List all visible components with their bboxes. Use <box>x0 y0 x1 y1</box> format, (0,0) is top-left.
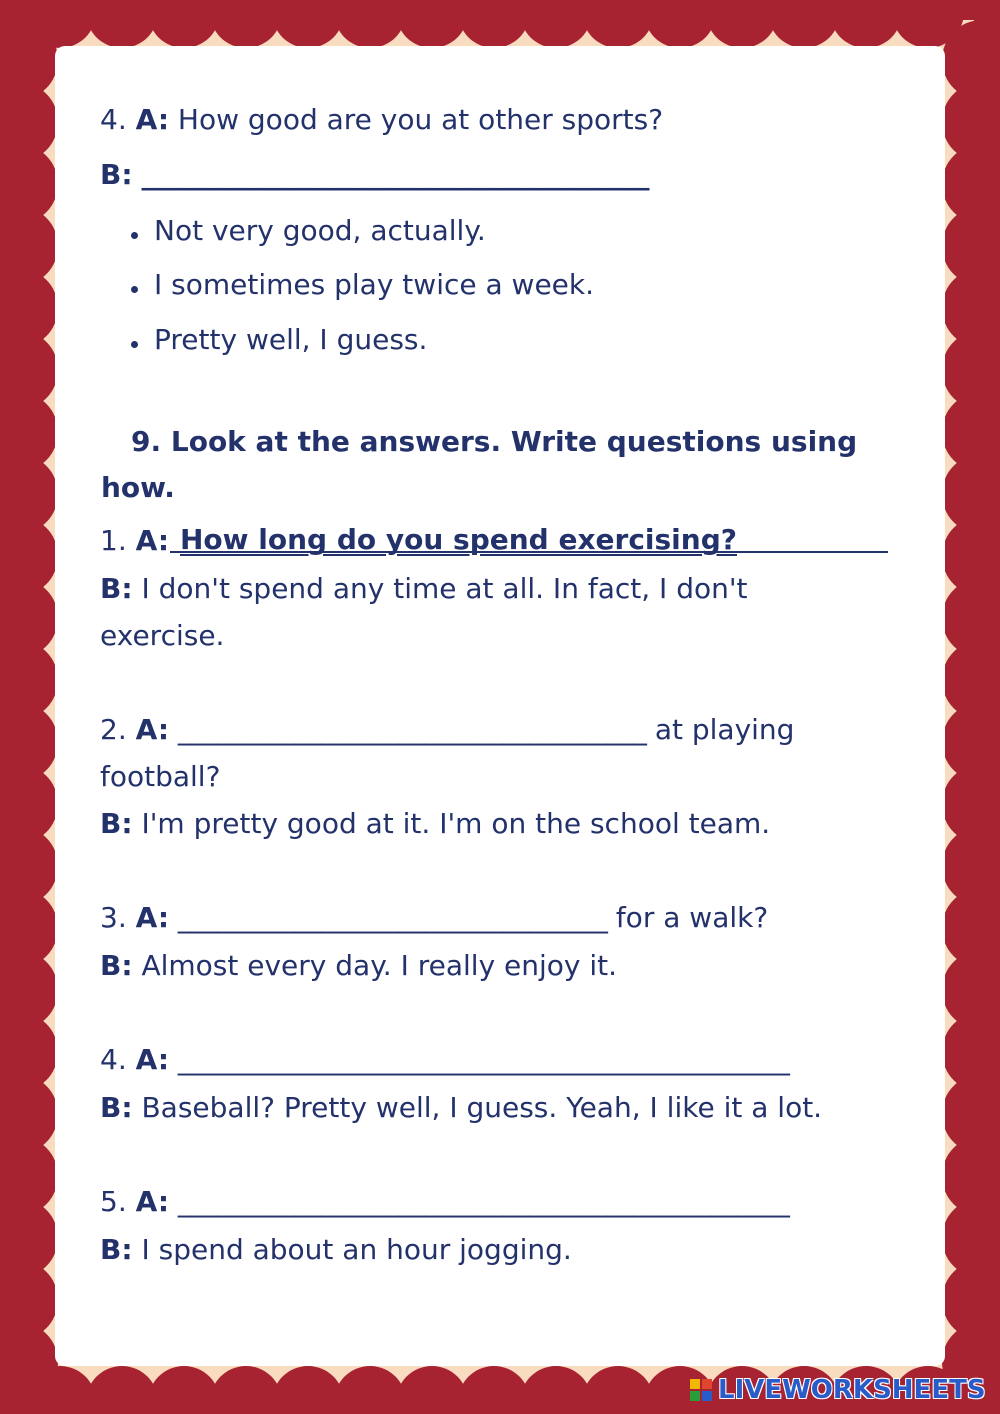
liveworksheets-logo[interactable] <box>690 1374 986 1406</box>
border-scallop <box>396 0 468 48</box>
option-item[interactable]: Pretty well, I guess. <box>154 323 428 356</box>
border-scallop <box>706 0 778 48</box>
item-5-a-line <box>100 1178 789 1226</box>
item-5-a-label: A: <box>135 1185 170 1218</box>
item-3-a-label: A: <box>135 901 170 934</box>
item-4-b-line <box>100 1084 822 1132</box>
border-scallop <box>272 0 344 48</box>
border-scallop <box>582 0 654 48</box>
border-scallop <box>86 0 158 48</box>
prev-answer-blank[interactable]: _______________________________________ <box>141 158 649 191</box>
item-4-a-line <box>100 1036 789 1084</box>
border-scallop <box>86 1366 158 1414</box>
border-scallop <box>334 1366 406 1414</box>
item-3-b-line <box>100 942 617 990</box>
border-scallop <box>148 1366 220 1414</box>
prev-question-line <box>100 96 663 144</box>
item-3-number: 3. <box>100 901 127 934</box>
border-scallop <box>520 1366 592 1414</box>
exercise-heading: 9. Look at the answers. Write questions using <box>131 425 858 458</box>
bullet-dot <box>131 341 138 348</box>
bullet-dot <box>131 232 138 239</box>
item-1-number: 1. <box>100 524 127 557</box>
item-4-b-label: B: <box>100 1091 133 1124</box>
item-3-b-text: Almost every day. I really enjoy it. <box>141 949 618 982</box>
item-5-b-text: I spend about an hour jogging. <box>141 1233 572 1266</box>
border-scallop <box>458 1366 530 1414</box>
border-scallop <box>396 1366 468 1414</box>
border-scallop <box>210 1366 282 1414</box>
border-scallop <box>272 1366 344 1414</box>
item-2-a-cont: football? <box>100 760 221 793</box>
item-4-b-text: Baseball? Pretty well, I guess. Yeah, I like it a lot. <box>141 1091 823 1124</box>
item-5-b-label: B: <box>100 1233 133 1266</box>
item-1-answer[interactable]: How long do you spend exercising? <box>180 523 737 556</box>
item-4-a-label: A: <box>135 1043 170 1076</box>
prev-b-label: B: <box>100 158 133 191</box>
item-2-number: 2. <box>100 713 127 746</box>
prev-answer-line <box>100 151 648 199</box>
bullet-dot <box>131 286 138 293</box>
item-3-a-line <box>100 894 768 942</box>
item-2-a-label: A: <box>135 713 170 746</box>
item-3-a-suffix: for a walk? <box>615 901 769 934</box>
item-2-a-suffix: at playing <box>654 713 795 746</box>
option-item[interactable]: I sometimes play twice a week. <box>154 268 595 301</box>
item-3-b-label: B: <box>100 949 133 982</box>
item-2-b-line <box>100 800 770 848</box>
border-scallop <box>334 0 406 48</box>
option-item[interactable]: Not very good, actually. <box>154 214 486 247</box>
exercise-heading-cont: how. <box>101 471 175 504</box>
border-scallop <box>148 0 220 48</box>
logo-text: LIVEWORKSHEETS <box>718 1375 986 1405</box>
border-scallop <box>644 0 716 48</box>
item-5-answer-blank[interactable]: _______________________________________________ <box>177 1185 789 1218</box>
item-1-b-text-cont: exercise. <box>100 619 225 652</box>
item-2-a-line <box>100 706 794 754</box>
border-scallop <box>582 1366 654 1414</box>
prev-question-text: How good are you at other sports? <box>177 103 664 136</box>
item-4-number: 4. <box>100 1043 127 1076</box>
item-2-b-label: B: <box>100 807 133 840</box>
item-5-number: 5. <box>100 1185 127 1218</box>
item-1-a-line <box>100 517 169 565</box>
border-scallop <box>830 0 902 48</box>
item-2-answer-blank[interactable]: ____________________________________ <box>177 713 646 746</box>
border-scallop <box>210 0 282 48</box>
border-scallop <box>458 0 530 48</box>
logo-squares-icon <box>690 1379 712 1401</box>
item-1-b-line <box>100 565 748 613</box>
item-1-b-label: B: <box>100 572 133 605</box>
border-scallop <box>768 0 840 48</box>
item-1-b-text: I don't spend any time at all. In fact, I don't <box>141 572 748 605</box>
item-5-b-line <box>100 1226 572 1274</box>
item-2-b-text: I'm pretty good at it. I'm on the school team. <box>141 807 771 840</box>
item-3-answer-blank[interactable]: _________________________________ <box>177 901 607 934</box>
prev-a-label: A: <box>135 103 170 136</box>
border-scallop <box>520 0 592 48</box>
prev-item-number: 4. <box>100 103 127 136</box>
item-4-answer-blank[interactable]: _______________________________________________ <box>177 1043 789 1076</box>
item-1-a-label: A: <box>135 524 170 557</box>
